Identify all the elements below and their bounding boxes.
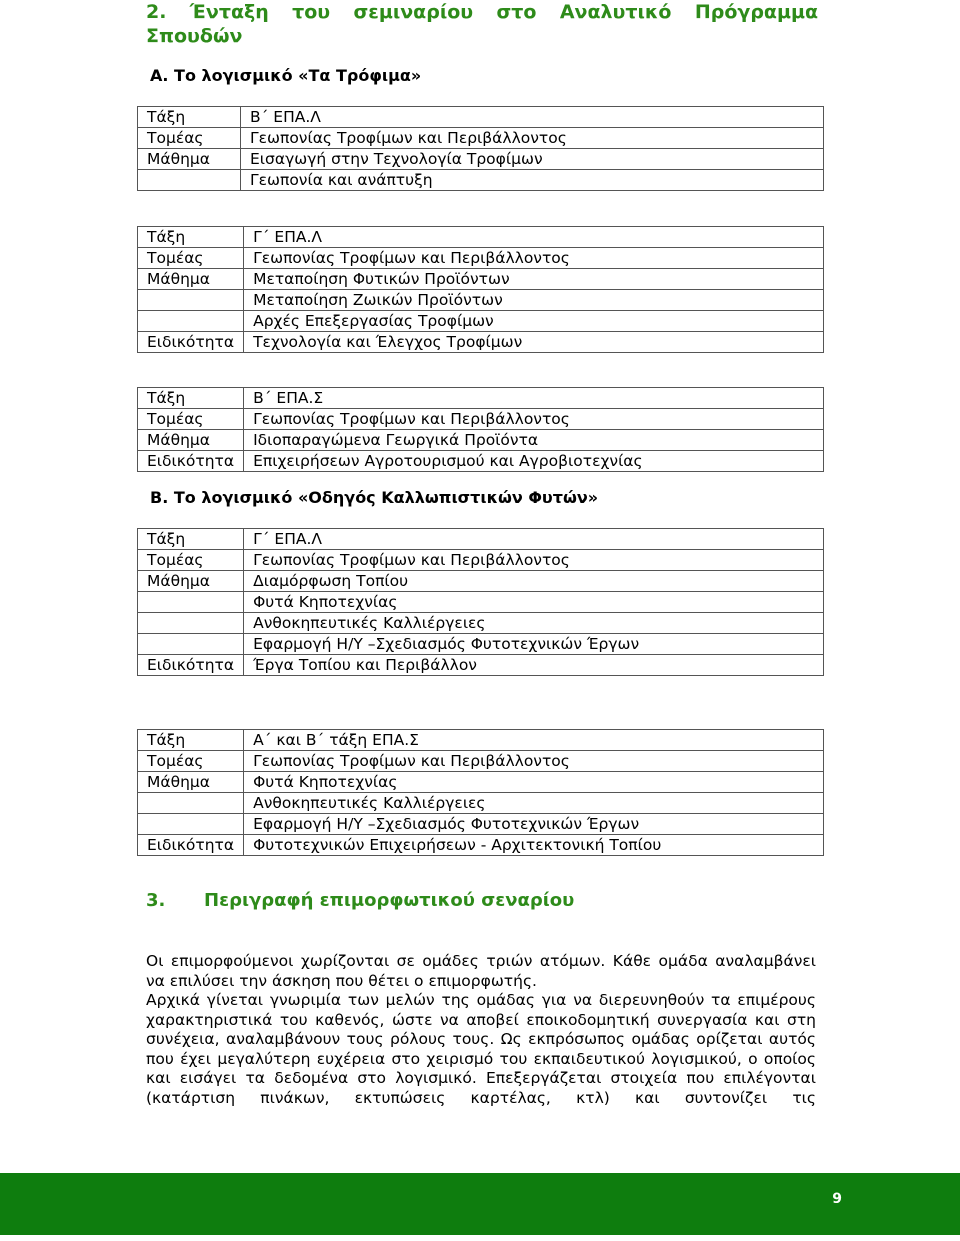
row-value: Γ΄ ΕΠΑ.Λ	[244, 227, 824, 248]
row-label: Τομέας	[138, 550, 244, 571]
page-footer	[0, 1173, 960, 1235]
course-table-5	[137, 729, 824, 856]
table-row	[138, 550, 824, 571]
course-table-2	[137, 226, 824, 353]
row-value: Γ΄ ΕΠΑ.Λ	[244, 529, 824, 550]
table-row	[138, 835, 824, 856]
row-value: Γεωπονίας Τροφίμων και Περιβάλλοντος	[244, 550, 824, 571]
table-row	[138, 388, 824, 409]
table-row	[138, 529, 824, 550]
row-value: Γεωπονίας Τροφίμων και Περιβάλλοντος	[244, 751, 824, 772]
page-number: 9	[832, 1191, 842, 1207]
table-row	[138, 149, 824, 170]
row-label: Τάξη	[138, 529, 244, 550]
table-row	[138, 269, 824, 290]
table-row	[138, 451, 824, 472]
paragraph-1: Οι επιμορφούμενοι χωρίζονται σε ομάδες τριών ατόμων. Κάθε ομάδα αναλαμβάνει να επιλύσει την άσκηση που θέτει ο επιμορφωτής.	[146, 952, 816, 990]
section-number: 3.	[146, 890, 166, 911]
row-label: Τάξη	[138, 107, 241, 128]
table-row	[138, 107, 824, 128]
row-label: Ειδικότητα	[138, 655, 244, 676]
row-label: Ειδικότητα	[138, 332, 244, 353]
row-label: Τομέας	[138, 128, 241, 149]
paragraph-2: Αρχικά γίνεται γνωριμία των μελών της ομάδας για να διερευνηθούν τα επιμέρους χαρακτηριστικά του καθενός, ώστε να αποβεί εποικοδομητική συνεργασία και στη συνέχεια, αναλαμβάνουν τους ρόλους τους. Ως εκπρόσωπος ομάδας ορίζεται αυτός που έχει μεγαλύτερη ευχέρεια στο χειρισμό του εκπαιδευτικού λογισμικού, ο οποίος και εισάγει τα δεδομένα στο λογισμικό. Επεξεργάζεται στοιχεία που επιλέγονται (κατάρτιση πινάκων, εκτυπώσεις καρτέλας, κτλ) και συντονίζει τις	[146, 991, 816, 1107]
row-value: Φυτοτεχνικών Επιχειρήσεων - Αρχιτεκτονική Τοπίου	[244, 835, 824, 856]
table-row	[138, 332, 824, 353]
row-value: Τεχνολογία και Έλεγχος Τροφίμων	[244, 332, 824, 353]
table-row	[138, 613, 824, 634]
table-row	[138, 751, 824, 772]
section-heading-2: 2. Ένταξη του σεμιναρίου στο Αναλυτικό Πρόγραμμα Σπουδών	[146, 1, 818, 47]
course-table-4	[137, 528, 824, 676]
subsection-a-title: Α. Το λογισμικό «Τα Τρόφιμα»	[150, 66, 422, 85]
row-value: Ιδιοπαραγώμενα Γεωργικά Προϊόντα	[244, 430, 824, 451]
table-row	[138, 311, 824, 332]
row-label	[138, 613, 244, 634]
row-value: Επιχειρήσεων Αγροτουρισμού και Αγροβιοτεχνίας	[244, 451, 824, 472]
table-row	[138, 772, 824, 793]
row-label: Ειδικότητα	[138, 451, 244, 472]
section-heading-3	[146, 889, 574, 913]
row-label: Τομέας	[138, 751, 244, 772]
row-label: Τομέας	[138, 248, 244, 269]
row-label: Ειδικότητα	[138, 835, 244, 856]
row-value: Διαμόρφωση Τοπίου	[244, 571, 824, 592]
row-value: Β΄ ΕΠΑ.Λ	[241, 107, 824, 128]
course-table-1	[137, 106, 824, 191]
table-row	[138, 592, 824, 613]
table-row	[138, 793, 824, 814]
row-label: Τάξη	[138, 388, 244, 409]
row-label: Μάθημα	[138, 149, 241, 170]
row-label	[138, 170, 241, 191]
row-value: Γεωπονίας Τροφίμων και Περιβάλλοντος	[244, 409, 824, 430]
row-label: Τάξη	[138, 227, 244, 248]
row-label: Τομέας	[138, 409, 244, 430]
table-row	[138, 170, 824, 191]
table-row	[138, 814, 824, 835]
row-value: Εφαρμογή Η/Υ –Σχεδιασμός Φυτοτεχνικών Έργων	[244, 634, 824, 655]
table-row	[138, 128, 824, 149]
row-label	[138, 290, 244, 311]
row-value: Γεωπονίας Τροφίμων και Περιβάλλοντος	[241, 128, 824, 149]
row-value: Γεωπονίας Τροφίμων και Περιβάλλοντος	[244, 248, 824, 269]
table-row	[138, 634, 824, 655]
row-value: Γεωπονία και ανάπτυξη	[241, 170, 824, 191]
row-label	[138, 311, 244, 332]
row-label	[138, 592, 244, 613]
table-row	[138, 571, 824, 592]
row-label	[138, 814, 244, 835]
subsection-b-title: Β. Το λογισμικό «Οδηγός Καλλωπιστικών Φυτών»	[150, 488, 599, 507]
table-row	[138, 430, 824, 451]
row-value: Ανθοκηπευτικές Καλλιέργειες	[244, 613, 824, 634]
row-value: Μεταποίηση Φυτικών Προϊόντων	[244, 269, 824, 290]
row-label: Μάθημα	[138, 571, 244, 592]
row-value: Εισαγωγή στην Τεχνολογία Τροφίμων	[241, 149, 824, 170]
row-label: Μάθημα	[138, 772, 244, 793]
row-value: Ανθοκηπευτικές Καλλιέργειες	[244, 793, 824, 814]
row-value: Φυτά Κηποτεχνίας	[244, 772, 824, 793]
row-value: Αρχές Επεξεργασίας Τροφίμων	[244, 311, 824, 332]
row-value: Μεταποίηση Ζωικών Προϊόντων	[244, 290, 824, 311]
row-label	[138, 634, 244, 655]
row-label: Μάθημα	[138, 430, 244, 451]
row-value: Φυτά Κηποτεχνίας	[244, 592, 824, 613]
table-row	[138, 409, 824, 430]
table-row	[138, 730, 824, 751]
row-value: Β΄ ΕΠΑ.Σ	[244, 388, 824, 409]
row-value: Έργα Τοπίου και Περιβάλλον	[244, 655, 824, 676]
table-row	[138, 227, 824, 248]
table-row	[138, 290, 824, 311]
row-value: Α΄ και Β΄ τάξη ΕΠΑ.Σ	[244, 730, 824, 751]
table-row	[138, 655, 824, 676]
row-label: Τάξη	[138, 730, 244, 751]
row-value: Εφαρμογή Η/Υ –Σχεδιασμός Φυτοτεχνικών Έργων	[244, 814, 824, 835]
section-title: Περιγραφή επιμορφωτικού σεναρίου	[204, 890, 575, 911]
course-table-3	[137, 387, 824, 472]
row-label: Μάθημα	[138, 269, 244, 290]
row-label	[138, 793, 244, 814]
table-row	[138, 248, 824, 269]
